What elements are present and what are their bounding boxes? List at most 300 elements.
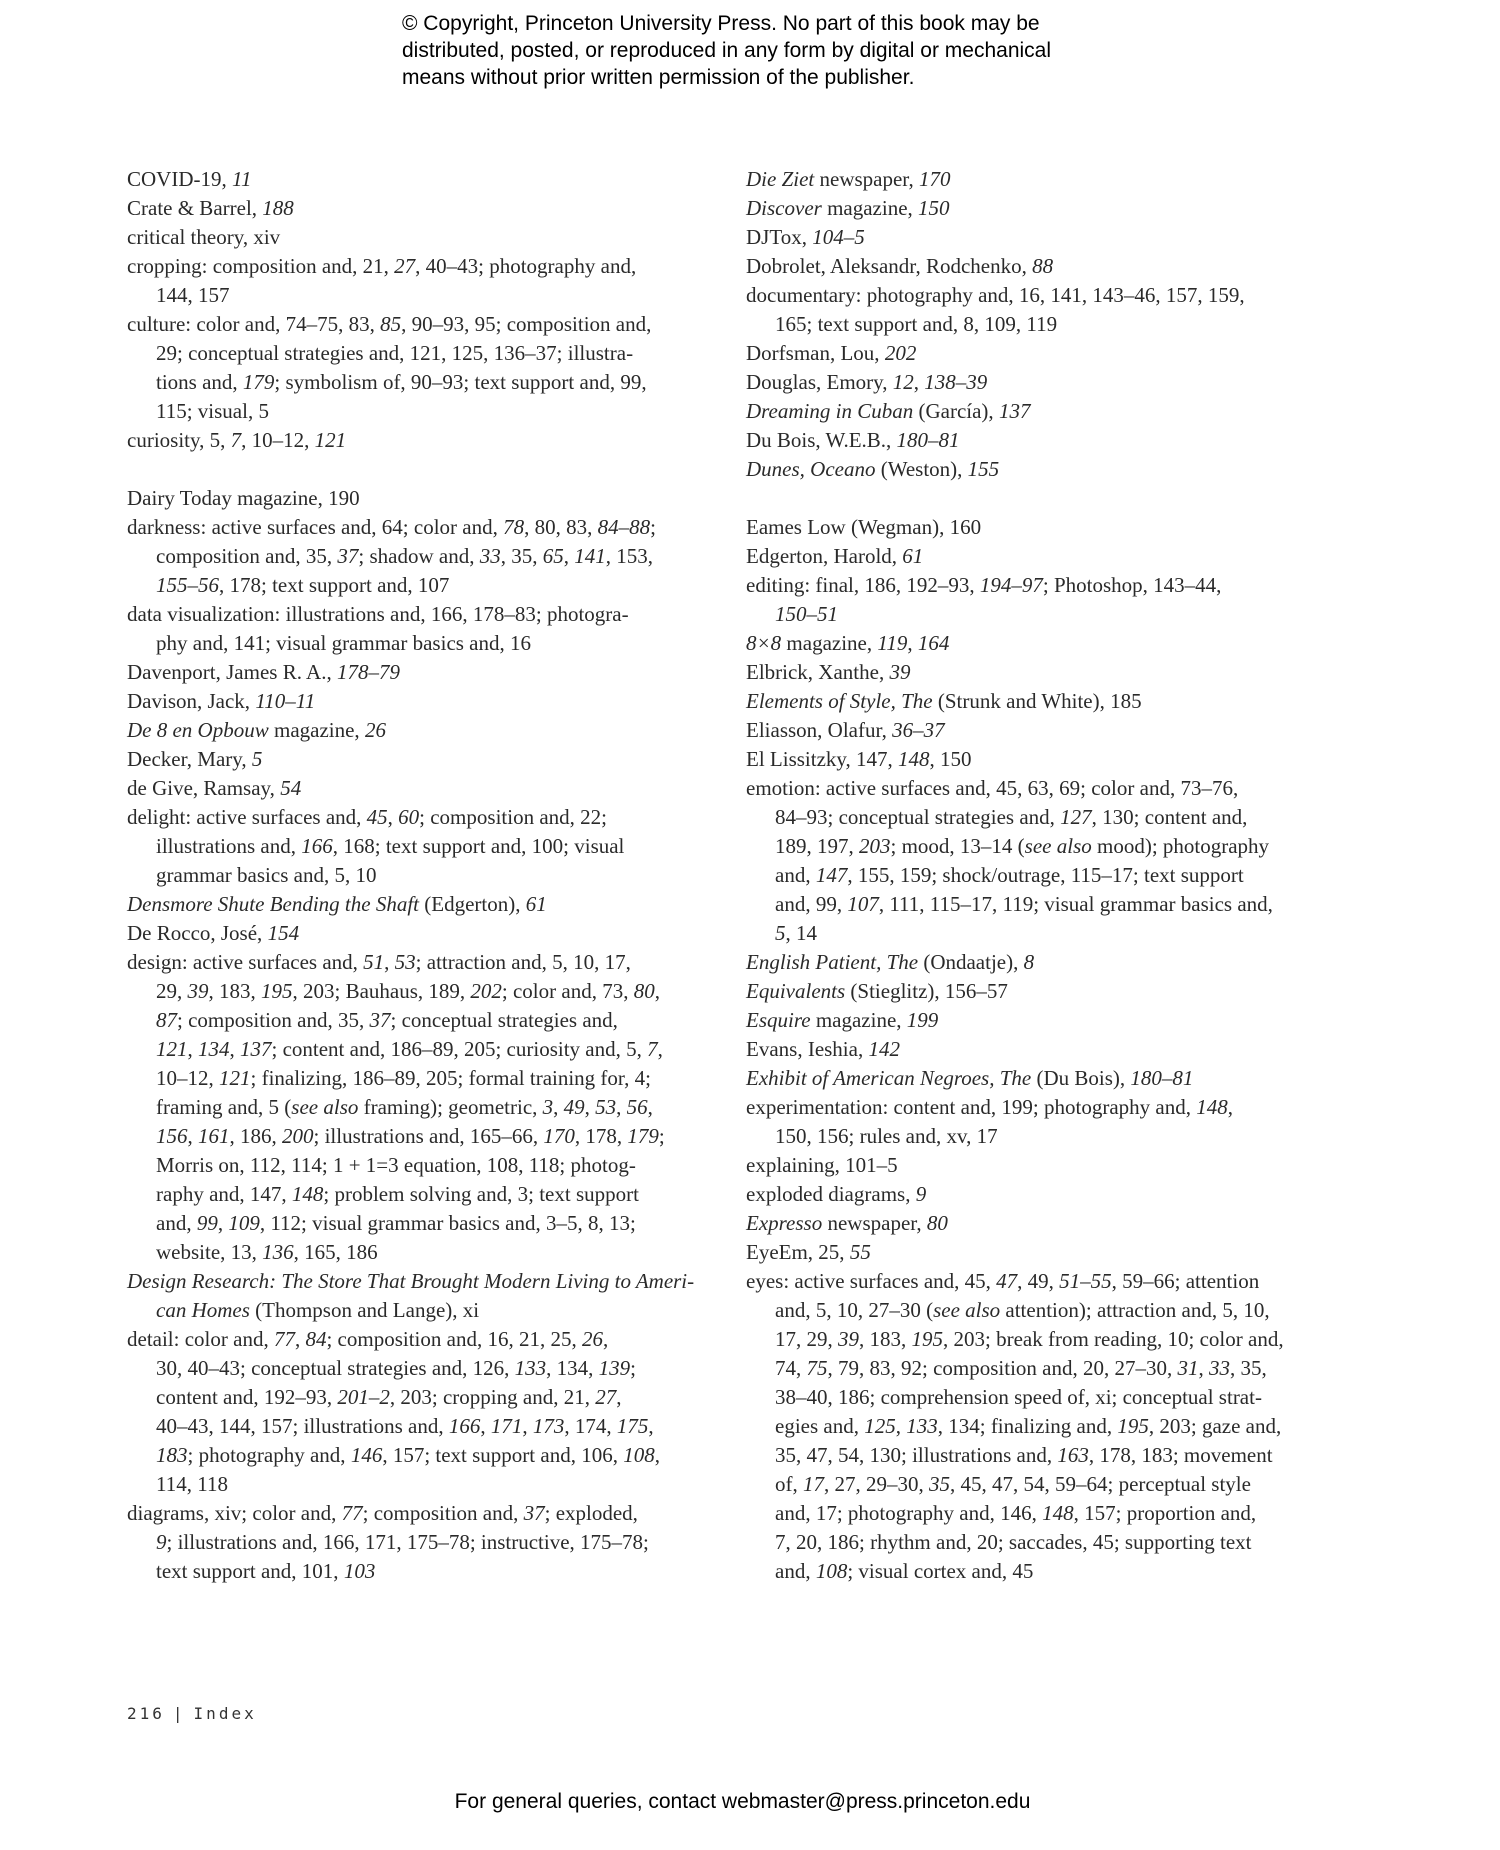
roman-text: , [187,1124,198,1148]
roman-text: darkness: active surfaces and, 64; color and, [127,515,504,539]
roman-text: , [616,1095,627,1119]
italic-text: 110–11 [255,689,316,713]
roman-text: Douglas, Emory, [746,370,893,394]
roman-text: mood); photography [1091,834,1270,858]
roman-text: ; illustrations and, 166, 171, 175–78; instructive, 175–78; [166,1530,649,1554]
roman-text: and, 17; photography and, 146, [775,1501,1043,1525]
italic-text: 61 [902,544,924,568]
roman-text: 38–40, 186; comprehension speed of, xi; conceptual strat- [775,1385,1262,1409]
italic-text: Die Ziet [746,167,815,191]
roman-text: , 153, [605,544,653,568]
index-entry-continuation [127,542,697,571]
italic-text: 37 [337,544,359,568]
italic-text: 156 [156,1124,188,1148]
roman-text: , [553,1095,564,1119]
roman-text: critical theory, xiv [127,225,281,249]
roman-text: magazine, [781,631,878,655]
italic-text: English Patient, The [746,950,919,974]
italic-text: Expresso [746,1211,823,1235]
roman-text: , 35, [500,544,543,568]
roman-text: egies and, [775,1414,865,1438]
index-entry-heading-line [127,1325,697,1354]
roman-text: , 203; break from reading, 10; color and, [943,1327,1284,1351]
index-entry-continuation [127,397,697,426]
roman-text: 30, 40–43; conceptual strategies and, 126, [156,1356,515,1380]
italic-text: 137 [998,399,1031,423]
italic-text: 84 [305,1327,327,1351]
italic-text: 195 [1117,1414,1149,1438]
italic-text: 148 [1042,1501,1074,1525]
index-entry [746,281,1316,339]
italic-text: 133 [906,1414,938,1438]
italic-text: 53 [595,1095,617,1119]
index-entry-heading-line [127,223,697,252]
italic-text: 141 [574,544,606,568]
index-entry-heading-line [746,1064,1316,1093]
italic-text: 180–81 [1130,1066,1194,1090]
roman-text: ; [650,515,656,539]
roman-text: , 157; text support and, 106, [382,1443,624,1467]
roman-text: design: active surfaces and, [127,950,364,974]
index-entry-heading-line [746,1151,1316,1180]
index-entry [746,1238,1316,1267]
roman-text: ; conceptual strategies and, [390,1008,618,1032]
roman-text: , 186, [229,1124,282,1148]
roman-text: , 27, 29–30, [824,1472,929,1496]
index-entry-heading-line [746,397,1316,426]
italic-text: 108 [815,1559,848,1583]
italic-text: 35 [929,1472,950,1496]
index-entry [127,484,697,513]
roman-text: 35, 47, 54, 130; illustrations and, [775,1443,1058,1467]
roman-text: composition and, 35, [156,544,338,568]
italic-text: 179 [627,1124,659,1148]
italic-text: Dunes, Oceano [746,457,876,481]
italic-text: 148 [291,1182,324,1206]
roman-text: , 178, [574,1124,628,1148]
roman-text: explaining, 101–5 [746,1153,898,1177]
index-entry [746,658,1316,687]
index-entry-heading-line [127,890,697,919]
roman-text: , 130; content and, [1091,805,1248,829]
roman-text: Dorfsman, Lou, [746,341,885,365]
index-entry-continuation [127,1238,697,1267]
index-entry-heading-line [746,252,1316,281]
italic-text: 125 [864,1414,896,1438]
italic-text: 56 [626,1095,648,1119]
index-entry-heading-line [127,484,697,513]
roman-text: ; [658,1124,665,1148]
roman-text: ; problem solving and, 3; text support [323,1182,639,1206]
italic-text: 39 [838,1327,859,1351]
roman-text: ; visual cortex and, 45 [847,1559,1034,1583]
italic-text: 5 [251,747,263,771]
index-entry-heading-line [746,687,1316,716]
index-entry-continuation [127,1035,697,1064]
italic-text: Equivalents [746,979,846,1003]
roman-text: Morris on, 112, 114; 1 + 1=3 equation, 108, 118; photog- [156,1153,636,1177]
index-entry-heading-line [127,1499,697,1528]
roman-text: and, [156,1211,197,1235]
index-entry-continuation [746,803,1316,832]
italic-text: 147 [815,863,848,887]
index-entry-continuation [127,1006,697,1035]
italic-text: 155–56 [156,573,219,597]
index-entry [127,426,697,455]
index-entry-heading-line [746,455,1316,484]
index-entry-heading-line [746,542,1316,571]
roman-text: ; composition and, 22; [419,805,607,829]
roman-text: , 168; text support and, 100; visual [332,834,625,858]
italic-text: 85 [380,312,402,336]
roman-text: Elbrick, Xanthe, [746,660,890,684]
roman-text: ; shadow and, [358,544,480,568]
index-entry [746,1209,1316,1238]
italic-text: 37 [523,1501,545,1525]
roman-text: (Weston), [875,457,968,481]
italic-text: 180–81 [896,428,960,452]
italic-text: see also [291,1095,359,1119]
index-entry [127,1267,697,1325]
roman-text: , [480,1414,491,1438]
roman-text: ; attraction and, 5, 10, 17, [415,950,631,974]
index-entry-continuation [746,919,1316,948]
roman-text: , 134; finalizing and, [937,1414,1118,1438]
index-entry-continuation [127,1122,697,1151]
italic-text: 163 [1057,1443,1089,1467]
italic-text: 121 [314,428,347,452]
italic-text: 51 [363,950,385,974]
italic-text: 39 [187,979,209,1003]
italic-text: 188 [262,196,294,220]
roman-text: 150, 156; rules and, xv, 17 [775,1124,998,1148]
italic-text: 51–55 [1059,1269,1112,1293]
italic-text: 60 [398,805,420,829]
roman-text: editing: final, 186, 192–93, [746,573,980,597]
roman-text: 17, 29, [775,1327,838,1351]
index-entry [746,629,1316,658]
index-entry-heading-line [127,194,697,223]
roman-text: , [895,1414,907,1438]
roman-text: 7, 20, 186; rhythm and, 20; saccades, 45; supporting text [775,1530,1252,1554]
index-entry-continuation [746,832,1316,861]
index-entry [127,165,697,194]
italic-text: 154 [267,921,300,945]
roman-text: 114, 118 [156,1472,228,1496]
roman-text: of, [775,1472,803,1496]
index-entry-continuation [746,310,1316,339]
roman-text: , [563,544,575,568]
roman-text: tions and, [156,370,243,394]
index-entry-continuation [127,281,697,310]
index-entry [127,1499,697,1586]
index-entry [746,745,1316,774]
roman-text: ; exploded, [544,1501,638,1525]
italic-text: 150 [918,196,950,220]
roman-text: curiosity, 5, [127,428,231,452]
roman-text: , 49, [1017,1269,1060,1293]
italic-text: 54 [280,776,302,800]
index-entry [746,165,1316,194]
roman-text: , [913,370,925,394]
italic-text: 36–37 [892,718,945,742]
index-entry-heading-line [746,1267,1316,1296]
italic-text: 31 [1177,1356,1199,1380]
index-entry-heading-line [127,513,697,542]
roman-text: emotion: active surfaces and, 45, 63, 69; color and, 73–76, [746,776,1239,800]
italic-text: 178–79 [336,660,400,684]
index-entry [746,1267,1316,1586]
roman-text: , 178; text support and, 107 [219,573,450,597]
italic-text: 139 [598,1356,631,1380]
index-entry-heading-line [746,658,1316,687]
roman-text: (Thompson and Lange), xi [249,1298,480,1322]
roman-text: , 45, 47, 54, 59–64; perceptual style [950,1472,1251,1496]
italic-text: 136 [262,1240,294,1264]
italic-text: 133 [514,1356,547,1380]
index-entry-continuation [127,1354,697,1383]
roman-text: attention); attraction and, 5, 10, [1000,1298,1270,1322]
roman-text: (Stieglitz), 156–57 [845,979,1008,1003]
italic-text: 146 [350,1443,383,1467]
roman-text: , 79, 83, 92; composition and, 20, 27–30, [827,1356,1178,1380]
index-entry-heading-line [127,687,697,716]
roman-text: , 183, [208,979,261,1003]
italic-text: 200 [282,1124,314,1148]
index-entry-heading-line [746,774,1316,803]
roman-text: framing and, 5 ( [156,1095,292,1119]
index-entry-heading-line [127,948,697,977]
italic-text: 137 [240,1037,272,1061]
italic-text: Design Research: The Store That Brought Modern Living to Ameri- [127,1269,695,1293]
roman-text: detail: color and, [127,1327,274,1351]
roman-text: documentary: photography and, 16, 141, 143–46, 157, 159, [746,283,1245,307]
index-entry-heading-line [127,803,697,832]
roman-text: , 203; gaze and, [1148,1414,1282,1438]
roman-text: , [654,1443,660,1467]
italic-text: 109 [228,1211,260,1235]
italic-text: 39 [889,660,911,684]
italic-text: 166 [448,1414,481,1438]
index-entry [127,310,697,426]
index-entry-heading-line [127,919,697,948]
italic-text: 107 [847,892,879,916]
letter-group-gap [746,484,1316,513]
italic-text: Discover [746,196,822,220]
italic-text: 8 [1023,950,1035,974]
roman-text: Du Bois, W.E.B., [746,428,897,452]
index-entry [746,571,1316,629]
roman-text: Davison, Jack, [127,689,256,713]
index-entry-continuation [127,1528,697,1557]
italic-text: 3 [542,1095,554,1119]
index-entry [746,1035,1316,1064]
italic-text: 47 [996,1269,1018,1293]
roman-text: De Rocco, José, [127,921,268,945]
roman-text: exploded diagrams, [746,1182,916,1206]
index-entry-continuation [127,861,697,890]
italic-text: 108 [623,1443,655,1467]
italic-text: 77 [273,1327,295,1351]
roman-text: 144, 157 [156,283,230,307]
roman-text: , [217,1211,229,1235]
italic-text: 26 [364,718,386,742]
index-entry-continuation [127,1470,697,1499]
roman-text: 115; visual, 5 [156,399,269,423]
roman-text: culture: color and, 74–75, 83, [127,312,381,336]
italic-text: 8×8 [746,631,782,655]
italic-text: 88 [1032,254,1054,278]
roman-text: ; [630,1356,637,1380]
index-entry-heading-line [746,1180,1316,1209]
roman-text: , [907,631,918,655]
italic-text: 99 [196,1211,218,1235]
index-entry-heading-line [746,571,1316,600]
italic-text: 11 [232,167,252,191]
index-entry [746,1006,1316,1035]
roman-text: 40–43, 144, 157; illustrations and, [156,1414,449,1438]
index-entry [746,1064,1316,1093]
italic-text: 199 [906,1008,939,1032]
index-entry [746,426,1316,455]
roman-text: website, 13, [156,1240,263,1264]
italic-text: 164 [917,631,950,655]
index-entry-heading-line [127,774,697,803]
roman-text: data visualization: illustrations and, 166, 178–83; photogra- [127,602,629,626]
roman-text: 165; text support and, 8, 109, 119 [775,312,1058,336]
index-entry [746,716,1316,745]
roman-text: , [387,805,399,829]
copyright-line: © Copyright, Princeton University Press. No part of this book may be [402,12,1040,35]
index-entry-continuation [127,1209,697,1238]
folio-separator: | [172,1704,186,1723]
index-entry-continuation [127,339,697,368]
copyright-line: means without prior written permission of the publisher. [402,66,915,89]
roman-text: , 111, 115–17, 119; visual grammar basics and, [878,892,1273,916]
roman-text: magazine, [810,1008,907,1032]
italic-text: 203 [859,834,891,858]
index-entry [127,919,697,948]
roman-text: Evans, Ieshia, [746,1037,869,1061]
italic-text: 84–88 [597,515,651,539]
italic-text: 171 [490,1414,523,1438]
roman-text: ; composition and, 16, 21, 25, [326,1327,582,1351]
roman-text: , 165, 186 [293,1240,378,1264]
italic-text: 201–2 [337,1385,390,1409]
index-entry [746,397,1316,426]
italic-text: see also [933,1298,1001,1322]
italic-text: 104–5 [812,225,865,249]
roman-text: ; illustrations and, 165–66, [313,1124,544,1148]
italic-text: 27 [595,1385,617,1409]
italic-text: 75 [806,1356,828,1380]
roman-text: , 155, 159; shock/outrage, 115–17; text support [847,863,1244,887]
roman-text: , [187,1037,198,1061]
index-entry-heading-line [127,600,697,629]
index-entry-heading-line [746,368,1316,397]
index-entry-continuation [746,1412,1316,1441]
index-entry-heading-line [746,1035,1316,1064]
roman-text: 189, 197, [775,834,859,858]
index-entry-continuation [127,1557,697,1586]
index-entry-heading-line [127,310,697,339]
roman-text: grammar basics and, 5, 10 [156,863,377,887]
italic-text: 119 [877,631,908,655]
index-entry [127,803,697,890]
index-entry-continuation [746,1441,1316,1470]
italic-text: 61 [525,892,547,916]
italic-text: 65 [542,544,564,568]
roman-text: 74, [775,1356,807,1380]
roman-text: , [384,950,395,974]
roman-text: , [522,1414,533,1438]
index-entry-heading-line [127,716,697,745]
roman-text: , [229,1037,240,1061]
italic-text: 121 [219,1066,251,1090]
roman-text: , 59–66; attention [1111,1269,1260,1293]
roman-text: , 174, [564,1414,617,1438]
roman-text: newspaper, [814,167,919,191]
roman-text: illustrations and, [156,834,302,858]
index-entry [127,658,697,687]
letter-group-gap [127,455,697,484]
index-entry-heading-line [746,426,1316,455]
index-entry-heading-line [127,165,697,194]
italic-text: 173 [532,1414,565,1438]
roman-text: , 203; cropping and, 21, [389,1385,596,1409]
roman-text: , 157; proportion and, [1073,1501,1257,1525]
index-entry-continuation [746,890,1316,919]
roman-text: , [647,1095,653,1119]
italic-text: 80 [926,1211,948,1235]
index-entry [746,368,1316,397]
index-entry [746,948,1316,977]
roman-text: ; composition and, 35, [177,1008,370,1032]
roman-text: delight: active surfaces and, [127,805,367,829]
roman-text: (Du Bois), [1031,1066,1131,1090]
index-entry [127,890,697,919]
roman-text: Davenport, James R. A., [127,660,337,684]
italic-text: 134 [198,1037,230,1061]
section-title: Index [193,1704,257,1723]
italic-text: 77 [341,1501,363,1525]
roman-text: , [584,1095,596,1119]
index-entry [127,687,697,716]
roman-text: 84–93; conceptual strategies and, [775,805,1061,829]
roman-text: 10–12, [156,1066,219,1090]
index-entry-heading-line [127,252,697,281]
index-entry-continuation [746,600,1316,629]
roman-text: COVID-19, [127,167,232,191]
index-entry [127,774,697,803]
roman-text: (Strunk and White), 185 [932,689,1142,713]
roman-text: (Ondaatje), [918,950,1024,974]
italic-text: 148 [1196,1095,1228,1119]
roman-text: phy and, 141; visual grammar basics and, 16 [156,631,532,655]
roman-text: DJTox, [746,225,813,249]
index-entry [746,977,1316,1006]
italic-text: 148 [898,747,930,771]
index-entry-heading-line [746,165,1316,194]
index-entry [746,194,1316,223]
index-entry-heading-line [746,977,1316,1006]
italic-text: Exhibit of American Negroes, The [746,1066,1032,1090]
roman-text: , 90–93, 95; composition and, [401,312,652,336]
index-entry-heading-line [127,658,697,687]
index-entry-continuation [127,368,697,397]
index-entry-continuation [127,1441,697,1470]
italic-text: Densmore Shute Bending the Shaft [127,892,420,916]
